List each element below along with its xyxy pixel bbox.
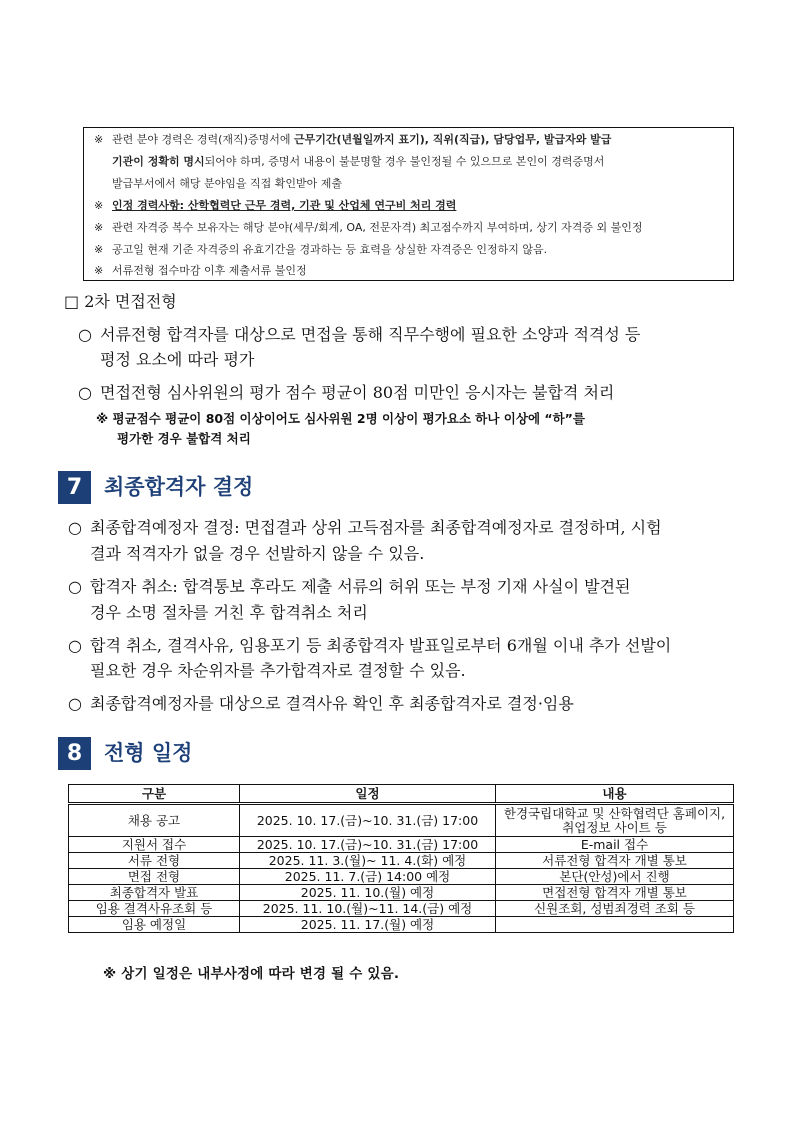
note-career-certificate: ※ 관련 분야 경력은 경력(재직)증명서에 근무기간(년월일까지 표기), 직위(직급), 담당업무, 발급자와 발급: [94, 133, 612, 146]
header-content: 내용: [496, 785, 734, 804]
interview-item-1-cont: 평정 요소에 따라 평가: [100, 350, 255, 369]
section-8-title: 전형 일정: [104, 741, 193, 765]
interview-fail-note: ※ 평균점수 평균이 80점 이상이어도 심사위원 2명 이상이 평가요소 하나 이상에 “하”를: [96, 411, 585, 426]
schedule-change-note: ※ 상기 일정은 내부사정에 따라 변경 될 수 있음.: [103, 966, 400, 982]
section-7-item-2-cont: 경우 소명 절차를 거친 후 합격취소 처리: [90, 603, 368, 622]
interview-fail-note-cont: 평가한 경우 불합격 처리: [117, 431, 251, 446]
table-row: 면접 전형 2025. 11. 7.(금) 14:00 예정 본단(안성)에서 진행: [69, 869, 734, 885]
section-7-item-2: ○ 합격자 취소: 합격통보 후라도 제출 서류의 허위 또는 부정 기재 사실이 발견된: [68, 577, 631, 596]
section-7-item-1-cont: 결과 적격자가 없을 경우 선발하지 않을 수 있음.: [90, 544, 425, 563]
section-7-item-3-cont: 필요한 경우 차순위자를 추가합격자로 결정할 수 있음.: [90, 661, 466, 680]
table-row: 임용 예정일 2025. 11. 17.(월) 예정: [69, 917, 734, 933]
schedule-table: [68, 784, 734, 933]
section-7-item-1: ○ 최종합격예정자 결정: 면접결과 상위 고득점자를 최종합격예정자로 결정하며, 시험: [68, 518, 662, 537]
section-8-number: 8: [58, 737, 91, 770]
interview-item-2: ○ 면접전형 심사위원의 평가 점수 평균이 80점 미만인 응시자는 불합격 처리: [78, 383, 615, 402]
note-career-certificate-cont1: 기관이 정확히 명시되어야 하며, 증명서 내용이 불분명할 경우 불인정될 수 있으므로 본인이 경력증명서: [112, 155, 605, 168]
interview-heading: □ 2차 면접전형: [64, 292, 177, 311]
table-row: 임용 결격사유조회 등 2025. 11. 10.(월)~11. 14.(금) 예정 신원조회, 성범죄경력 조회 등: [69, 901, 734, 917]
section-7-number: 7: [58, 471, 91, 504]
note-late-submission: ※ 서류전형 접수마감 이후 제출서류 불인정: [94, 264, 307, 277]
note-license-validity: ※ 공고일 현재 기준 자격증의 유효기간을 경과하는 등 효력을 상실한 자격증은 인정하지 않음.: [94, 243, 548, 256]
table-row: 지원서 접수 2025. 10. 17.(금)~10. 31.(금) 17:00 E-mail 접수: [69, 837, 734, 853]
eligibility-notes-box: [83, 127, 734, 281]
section-7-title: 최종합격자 결정: [104, 475, 254, 499]
note-recognized-career: ※ 인정 경력사항: 산학협력단 근무 경력, 기관 및 산업체 연구비 처리 경력: [94, 199, 457, 212]
interview-item-1: ○ 서류전형 합격자를 대상으로 면접을 통해 직무수행에 필요한 소양과 적격성 등: [78, 325, 641, 344]
table-header-row: [69, 785, 734, 804]
table-row: 서류 전형 2025. 11. 3.(월)~ 11. 4.(화) 예정 서류전형 합격자 개별 통보: [69, 853, 734, 869]
header-schedule: 일정: [240, 785, 496, 804]
note-career-certificate-cont2: 발급부서에서 해당 분야임을 직접 확인받아 제출: [112, 177, 343, 190]
section-7-item-3: ○ 합격 취소, 결격사유, 임용포기 등 최종합격자 발표일로부터 6개월 이내 추가 선발이: [68, 636, 672, 655]
note-multiple-licenses: ※ 관련 자격증 복수 보유자는 해당 분야(세무/회계, OA, 전문자격) 최고점수까지 부여하며, 상기 자격증 외 불인정: [94, 221, 643, 234]
section-7-item-4: ○ 최종합격예정자를 대상으로 결격사유 확인 후 최종합격자로 결정·임용: [68, 694, 574, 713]
table-row: 최종합격자 발표 2025. 11. 10.(월) 예정 면접전형 합격자 개별 통보: [69, 885, 734, 901]
header-category: 구분: [69, 785, 240, 804]
table-row: 채용 공고 2025. 10. 17.(금)~10. 31.(금) 17:00 한경국립대학교 및 산학협력단 홈페이지, 취업정보 사이트 등: [69, 804, 734, 837]
